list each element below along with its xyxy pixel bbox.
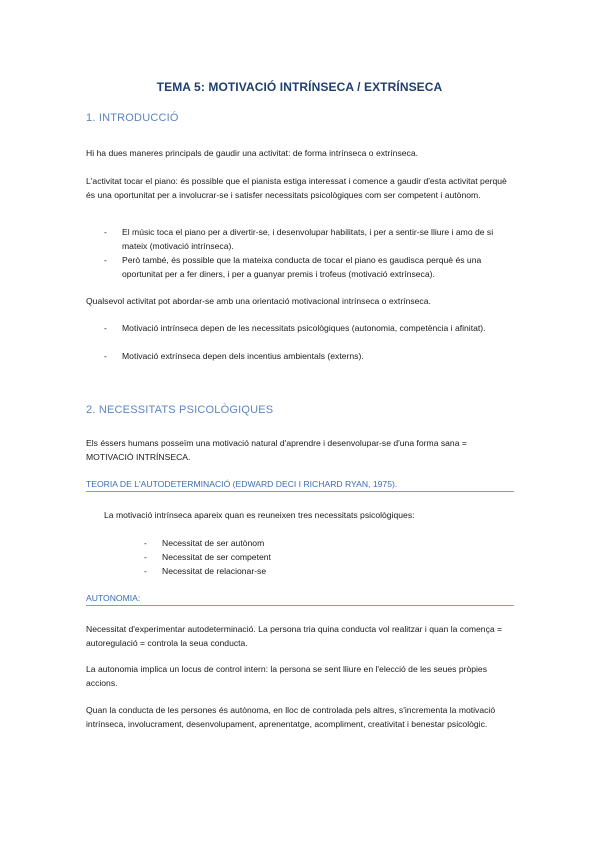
list-item-text: Necessitat de ser autònom xyxy=(162,538,265,548)
list-dash: - xyxy=(144,566,147,576)
paragraph: Hi ha dues maneres principals de gaudir una activitat: de forma intrínseca o extrínseca. xyxy=(86,148,418,158)
paragraph: Qualsevol activitat pot abordar-se amb una orientació motivacional intrínseca o extrínseca. xyxy=(86,296,431,306)
list-dash: - xyxy=(104,323,107,333)
list-item-text: Necessitat de ser competent xyxy=(162,552,271,562)
paragraph: L'activitat tocar el piano: és possible que el pianista estiga interessat i comence a gaudir d'esta activitat perquè és una oportunitat per a involucrar-se i satisfer necessitats psicològiques com ser competent i autònom. xyxy=(86,176,507,200)
list-dash: - xyxy=(104,255,107,265)
section-heading-introduccio: 1. INTRODUCCIÓ xyxy=(86,112,179,124)
list-dash: - xyxy=(144,552,147,562)
list-item-text: Necessitat de relacionar-se xyxy=(162,566,267,576)
subheading-autonomia: AUTONOMIA: xyxy=(86,592,514,606)
subheading-teoria: TEORIA DE L'AUTODETERMINACIÓ (EDWARD DECI I RICHARD RYAN, 1975). xyxy=(86,478,514,492)
paragraph: Necessitat d'experimentar autodeterminació. La persona tria quina conducta vol realitzar i quan la comença = autoregulació = controla la seua conducta. xyxy=(86,624,503,648)
paragraph: Quan la conducta de les persones és autònoma, en lloc de controlada pels altres, s'incrementa la motivació intrínseca, involucrament, desenvolupament, aprenentatge, acompliment, creativitat i benestar psicològic. xyxy=(86,705,496,729)
paragraph: La motivació intrínseca apareix quan es reuneixen tres necessitats psicològiques: xyxy=(104,510,415,520)
list-dash: - xyxy=(104,227,107,237)
section-heading-necessitats: 2. NECESSITATS PSICOLÒGIQUES xyxy=(86,404,274,416)
list-item-text: Motivació intrínseca depen de les necessitats psicològiques (autonomia, competència i afinitat). xyxy=(122,323,486,333)
list-dash: - xyxy=(104,351,107,361)
list-item-text: El músic toca el piano per a divertir-se, i desenvolupar habilitats, i per a sentir-se lliure i amo de si mateix (motivació intrínseca). xyxy=(122,227,494,251)
paragraph: La autonomia implica un locus de control intern: la persona se sent lliure en l'elecció de les seues pròpies accions. xyxy=(86,664,488,688)
list-dash: - xyxy=(144,538,147,548)
list-item-text: Motivació extrínseca depen dels incentius ambientals (externs). xyxy=(122,351,364,361)
list-item-text: Però també, és possible que la mateixa conducta de tocar el piano es gaudisca perquè és una oportunitat per a fer diners, i per a guanyar premis i trofeus (motivació extrínseca). xyxy=(122,255,482,279)
paragraph: Els éssers humans posseïm una motivació natural d'aprendre i desenvolupar-se d'una forma sana = MOTIVACIÓ INTRÍNSECA. xyxy=(86,438,467,462)
document-title: TEMA 5: MOTIVACIÓ INTRÍNSECA / EXTRÍNSECA xyxy=(156,80,443,94)
